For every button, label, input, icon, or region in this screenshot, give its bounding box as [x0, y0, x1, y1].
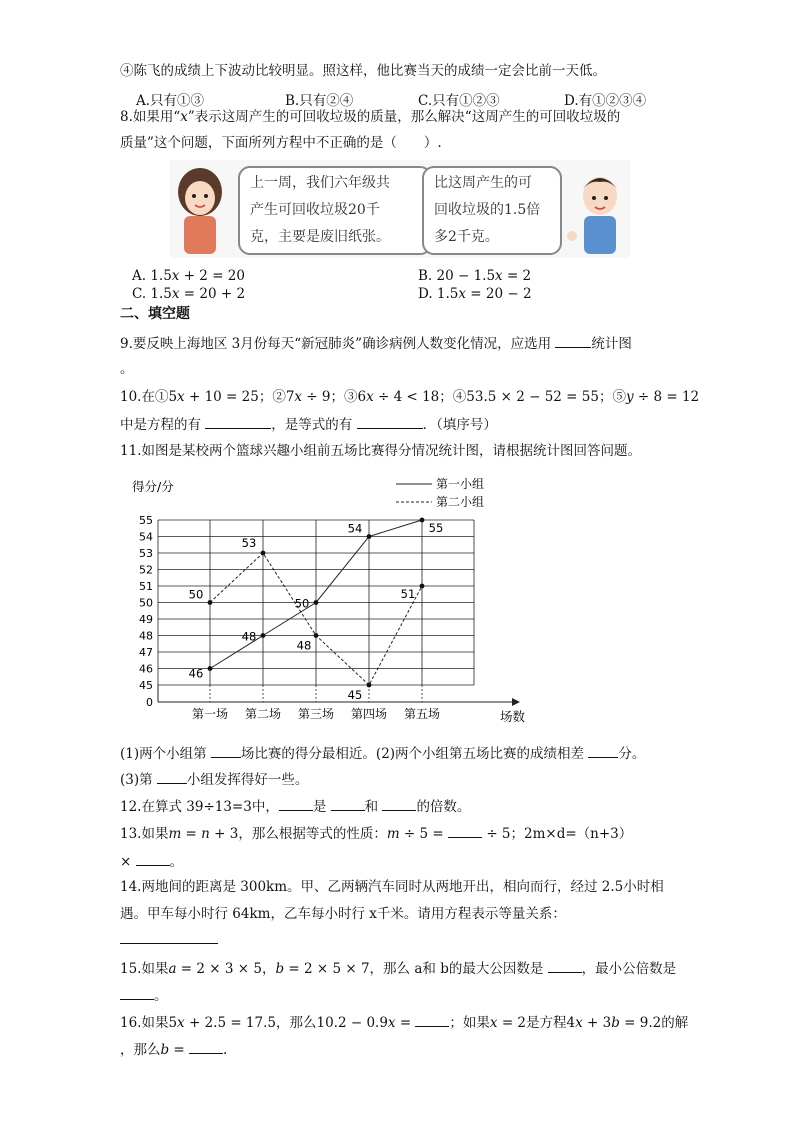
x-axis-arrow	[512, 698, 520, 706]
q11-sub3	[120, 769, 308, 789]
q16-text: 16.如果5𝑥 + 2.5 = 17.5，那么10.2 − 0.9𝑥 =	[120, 1015, 416, 1031]
chart-legend	[396, 477, 484, 509]
q13-blank-2[interactable]	[136, 851, 170, 866]
q16-blank-1[interactable]	[415, 1012, 449, 1027]
q7-statement-4: ④陈飞的成绩上下波动比较明显。照这样，他比赛当天的成绩一定会比前一天低。	[120, 63, 606, 79]
y-tick-label: 46	[139, 662, 153, 676]
q8-illustration	[170, 160, 630, 258]
q10-equation-blank[interactable]	[205, 414, 271, 429]
q13-text: ×	[120, 854, 136, 870]
q10-text: ．（填序号）	[422, 417, 497, 433]
girl-speech-bubble	[238, 166, 432, 255]
q10-line1: 10.在①5𝑥 + 10 = 25；②7𝑥 ÷ 9；③6𝑥 ÷ 4 < 18；④53.5 × 2 − 52 = 55；⑤𝑦 ÷ 8 = 12	[120, 389, 700, 405]
q10-line2	[120, 414, 497, 434]
q16-text: .	[223, 1042, 228, 1058]
q12-blank-1[interactable]	[279, 796, 313, 811]
q11-text: (3)第	[120, 772, 157, 788]
y-axis-label: 得分/分	[132, 479, 174, 494]
q8-stem-line2: 质量”这个问题，下面所列方程中不正确的是（ ）.	[120, 135, 442, 151]
q8-option-c: C. 1.5𝑥 = 20 + 2	[132, 286, 246, 302]
data-point	[208, 666, 213, 671]
q9-line2: 。	[120, 361, 134, 377]
q14-line2: 遇。甲车每小时行 64km，乙车每小时行 x千米。请用方程表示等量关系：	[120, 906, 566, 922]
chart-ticks	[139, 514, 440, 721]
legend-label: 第一小组	[436, 477, 485, 491]
q8-option-b: B. 20 − 1.5𝑥 = 2	[418, 268, 532, 284]
q11-difference-blank[interactable]	[588, 743, 618, 758]
bubble-right-line: 比这周产生的可	[434, 175, 532, 191]
q12-text: 是	[312, 799, 331, 815]
q7-option-a: A.只有①③	[136, 93, 205, 109]
y-tick-label: 53	[139, 547, 153, 560]
q12-blank-3[interactable]	[382, 796, 416, 811]
x-axis-label: 场数	[500, 709, 526, 724]
q11-group-blank[interactable]	[157, 769, 187, 784]
y-tick-label: 49	[139, 613, 153, 626]
bubble-left-line: 克，主要是废旧纸张。	[250, 229, 390, 245]
data-point	[208, 600, 213, 605]
legend-label: 第二小组	[436, 495, 485, 509]
y-tick-label: 48	[139, 629, 153, 643]
q15-lcm-blank[interactable]	[120, 985, 154, 1000]
q9-text-end: 统计图	[591, 336, 632, 352]
girl-figure	[178, 168, 222, 254]
q11-text: 分。	[618, 746, 646, 762]
q12-text: 的倍数。	[416, 799, 471, 815]
data-point	[367, 683, 372, 688]
data-point	[261, 551, 266, 556]
q14-line1: 14.两地间的距离是 300km。甲、乙两辆汽车同时从两地开出，相向而行，经过 2.5小时相	[120, 879, 664, 895]
q10-text: ，是等式的有	[271, 417, 357, 433]
x-tick-label: 第四场	[350, 707, 388, 721]
q16-blank-2[interactable]	[189, 1039, 223, 1054]
q16-text: ，那么𝑏 =	[120, 1042, 190, 1058]
q11-text: 场比赛的得分最相近。(2)两个小组第五场比赛的成绩相差	[240, 746, 589, 762]
q10-text: 中是方程的有	[120, 417, 206, 433]
q8-option-a: A. 1.5𝑥 + 2 = 20	[132, 268, 245, 284]
boy-speech-bubble	[422, 166, 562, 255]
q7-option-d: D.有①②③④	[564, 93, 647, 109]
q13-text: 13.如果𝑚 = 𝑛 + 3，那么根据等式的性质：𝑚 ÷ 5 =	[120, 826, 449, 842]
data-point	[367, 534, 372, 539]
data-label: 46	[188, 666, 204, 681]
q13-text: ÷ 5；2m×d=（n+3）	[482, 826, 633, 842]
data-point	[420, 518, 425, 523]
q15-line2	[120, 985, 168, 1005]
q9-line1	[120, 333, 632, 353]
q8-stem-line1: 8.如果用“𝑥”表示这周产生的可回收垃圾的质量，那么解决“这周产生的可回收垃圾的	[120, 109, 621, 125]
bubble-left-line: 产生可回收垃圾20千	[250, 202, 380, 218]
x-tick-label: 第二场	[244, 707, 282, 721]
q8-option-d: D. 1.5𝑥 = 20 − 2	[418, 286, 532, 302]
data-label: 53	[241, 536, 257, 550]
data-label: 48	[241, 629, 257, 644]
data-label: 48	[296, 638, 312, 653]
q14-answer-blank[interactable]	[120, 943, 218, 944]
q15-line1	[120, 958, 676, 978]
q16-line1	[120, 1012, 688, 1032]
bubble-left-line: 上一周，我们六年级共	[250, 175, 390, 191]
y-tick-label: 47	[139, 646, 153, 659]
q11-closest-game-blank[interactable]	[211, 743, 241, 758]
y-tick-label: 51	[139, 580, 153, 593]
boy-figure	[567, 177, 618, 254]
x-tick-label: 第三场	[297, 707, 335, 721]
q7-option-b: B.只有②④	[285, 93, 354, 109]
q12-text: 12.在算式 39÷13=3中，	[120, 799, 279, 815]
q13-text: 。	[169, 854, 184, 870]
chart-axes	[158, 685, 520, 706]
q16-line2	[120, 1039, 227, 1059]
bubble-right-line: 多2千克。	[434, 229, 499, 245]
q12-line	[120, 796, 470, 816]
data-label: 45	[347, 688, 363, 702]
y-tick-label: 50	[139, 596, 153, 610]
y-tick-label: 52	[139, 563, 153, 577]
data-label: 54	[347, 521, 363, 536]
section-title: 二、填空题	[120, 306, 190, 322]
q15-text: ，最小公倍数是	[581, 961, 677, 977]
q11-text: 小组发挥得好一些。	[186, 772, 309, 788]
data-point	[314, 600, 319, 605]
x-tick-label: 第一场	[191, 707, 229, 721]
q15-gcd-blank[interactable]	[548, 958, 582, 973]
y-tick-label: 0	[146, 696, 153, 709]
data-label: 51	[400, 587, 416, 601]
q10-identity-blank[interactable]	[357, 414, 423, 429]
q13-blank-1[interactable]	[448, 823, 482, 838]
q15-text: 。	[154, 988, 168, 1004]
x-tick-label: 第五场	[403, 707, 441, 721]
q13-line2	[120, 851, 183, 871]
q16-text: ；如果𝑥 = 2是方程4𝑥 + 3𝑏 = 9.2的解	[449, 1015, 689, 1031]
q11-sub1	[120, 743, 645, 763]
q7-option-c: C.只有①②③	[418, 93, 500, 109]
q9-blank[interactable]	[555, 333, 591, 348]
q13-line1	[120, 823, 632, 843]
y-tick-label: 54	[139, 530, 153, 544]
y-tick-label: 55	[139, 514, 153, 527]
data-label: 55	[428, 521, 444, 535]
data-point	[420, 584, 425, 589]
q12-text: 和	[364, 799, 383, 815]
bubble-right-line: 回收垃圾的1.5倍	[434, 202, 541, 218]
data-label: 50	[188, 587, 204, 602]
q15-text: 15.如果𝑎 = 2 × 3 × 5，𝑏 = 2 × 5 × 7，那么 a和 b的最大公因数是	[120, 961, 548, 977]
q9-text: 9.要反映上海地区 3月份每天“新冠肺炎”确诊病例人数变化情况，应选用	[120, 336, 556, 352]
line-chart	[120, 470, 540, 725]
y-tick-label: 45	[139, 679, 153, 692]
q11-line1: 11.如图是某校两个篮球兴趣小组前五场比赛得分情况统计图，请根据统计图回答问题。	[120, 443, 641, 459]
data-label: 50	[294, 596, 310, 611]
data-point	[261, 633, 266, 638]
data-point	[314, 633, 319, 638]
q12-blank-2[interactable]	[331, 796, 365, 811]
q11-text: (1)两个小组第	[120, 746, 211, 762]
